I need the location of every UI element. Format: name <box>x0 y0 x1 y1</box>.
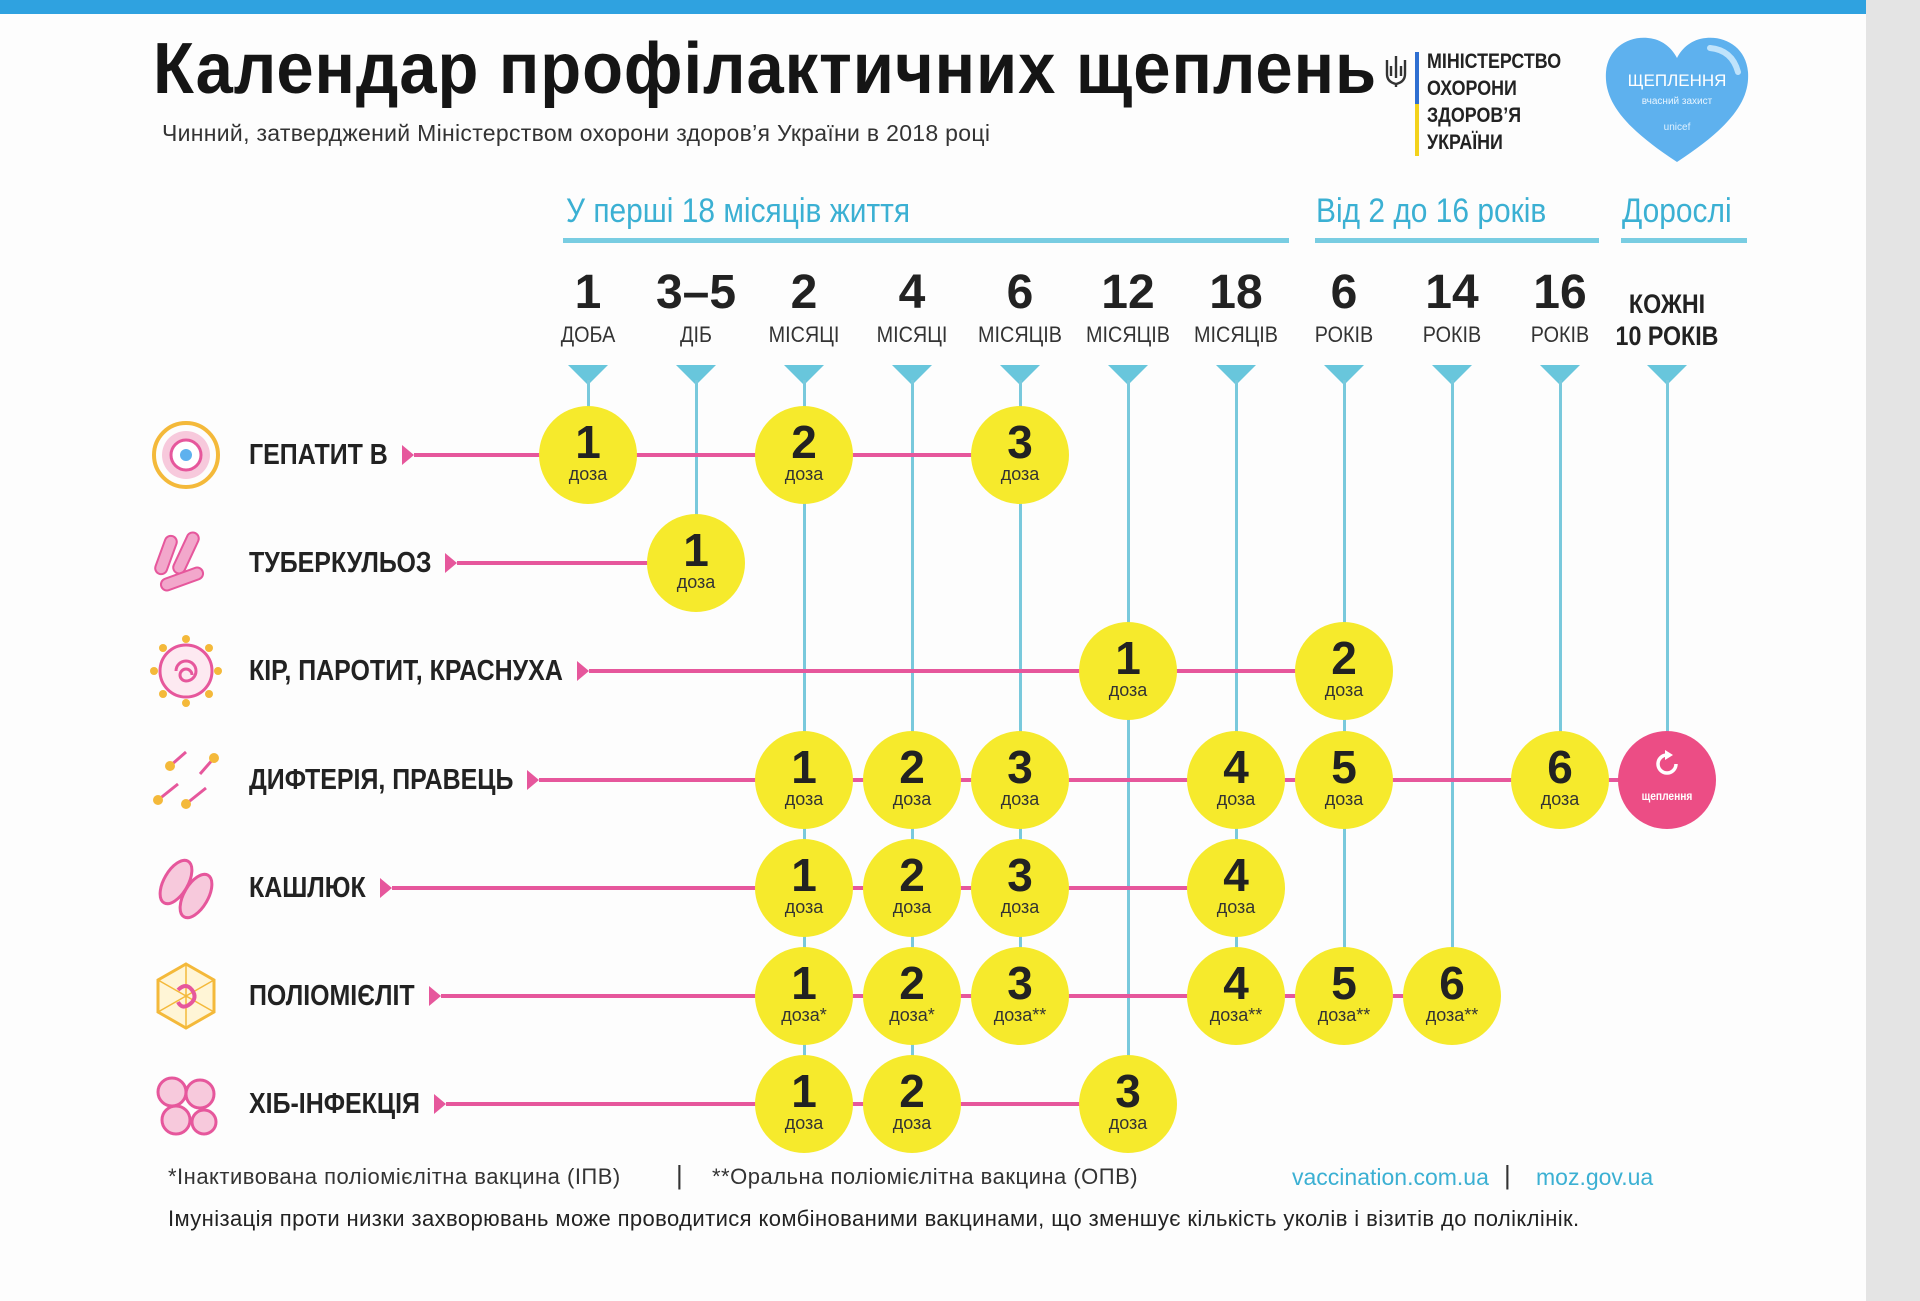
dose-unit: доза <box>1000 464 1040 484</box>
measles-icon <box>150 635 222 707</box>
row-line <box>589 669 1344 673</box>
age-number: 14 <box>1425 266 1479 319</box>
dose-number: 2 <box>899 957 925 1009</box>
hib-icon <box>150 1068 222 1140</box>
dose-number: 3 <box>1007 416 1033 468</box>
dose-circle <box>755 731 853 829</box>
age-number: 4 <box>898 266 926 319</box>
heart-logo-subtitle: вчасний захист <box>1641 96 1713 107</box>
combination-note: Імунізація проти низки захворювань може проводитися комбінованими вакцинами, що зменшує кількість уколів і візитів до поліклінік. <box>168 1206 1580 1231</box>
age-unit: МІСЯЦІВ <box>1086 322 1170 347</box>
disease-label: ГЕПАТИТ В <box>249 439 388 471</box>
link-separator: | <box>1504 1160 1511 1190</box>
dose-circle <box>1295 622 1393 720</box>
dose-circle <box>755 839 853 937</box>
row-arrow <box>434 1094 446 1114</box>
ministry-color-bar <box>1415 52 1419 156</box>
row-arrow <box>429 986 441 1006</box>
dose-number: 1 <box>1115 632 1141 684</box>
age-unit: МІСЯЦІ <box>768 322 840 347</box>
dose-circle <box>863 947 961 1045</box>
dose-number: 6 <box>1439 957 1465 1009</box>
heart-logo <box>1602 34 1752 166</box>
diphtheria-icon <box>150 744 222 816</box>
dose-circle <box>1187 839 1285 937</box>
link-vaccination[interactable]: vaccination.com.ua <box>1292 1164 1489 1190</box>
dose-circle <box>863 839 961 937</box>
dose-unit: доза** <box>1209 1005 1263 1025</box>
section-line-infants <box>563 238 1289 243</box>
unicef-logo: unicef <box>1663 122 1691 133</box>
age-number: 2 <box>790 266 818 319</box>
ministry-line: ЗДОРОВ’Я <box>1427 104 1522 127</box>
dose-circle <box>971 731 1069 829</box>
dose-circle <box>1187 731 1285 829</box>
age-number: 6 <box>1006 266 1034 319</box>
scan-margin <box>1866 0 1920 1301</box>
dose-circle <box>1295 731 1393 829</box>
dose-number: 2 <box>899 1065 925 1117</box>
age-unit: МІСЯЦІВ <box>1194 322 1278 347</box>
dose-number: 1 <box>791 849 817 901</box>
disease-label: ТУБЕРКУЛЬОЗ <box>249 547 432 579</box>
dose-number: 6 <box>1547 741 1573 793</box>
link-moz[interactable]: moz.gov.ua <box>1536 1164 1654 1190</box>
dose-circle <box>863 1055 961 1153</box>
dose-unit: доза <box>1540 789 1580 809</box>
dose-unit: доза <box>676 572 716 592</box>
age-number: 18 <box>1209 266 1263 319</box>
age-adult <box>1607 288 1727 352</box>
dose-unit: доза <box>784 789 824 809</box>
ministry-line: МІНІСТЕРСТВО <box>1427 50 1562 73</box>
disease-label: ХІБ-ІНФЕКЦІЯ <box>249 1088 420 1120</box>
tuberculosis-icon <box>150 527 222 599</box>
dose-unit: доза <box>1000 789 1040 809</box>
dose-unit: доза** <box>1425 1005 1479 1025</box>
heart-logo-title: ЩЕПЛЕННЯ <box>1627 71 1727 90</box>
section-label-children: Від 2 до 16 років <box>1316 192 1547 230</box>
age-column-line <box>1666 380 1669 780</box>
age-unit: МІСЯЦІВ <box>978 322 1062 347</box>
dose-circle <box>863 731 961 829</box>
dose-circle <box>1403 947 1501 1045</box>
section-label-adults: Дорослі <box>1622 192 1732 230</box>
dose-unit: доза <box>1216 897 1256 917</box>
age-unit: МІСЯЦІ <box>876 322 948 347</box>
disease-label: ПОЛІОМІЄЛІТ <box>249 980 415 1012</box>
top-bar <box>0 0 1866 14</box>
age-unit: РОКІВ <box>1314 322 1374 347</box>
dose-unit: доза <box>892 897 932 917</box>
page-title: Календар профілактичних щеплень <box>153 29 1378 109</box>
dose-unit: доза <box>784 897 824 917</box>
dose-circle <box>755 1055 853 1153</box>
dose-circle <box>647 514 745 612</box>
section-line-adults <box>1621 238 1747 243</box>
dose-unit: доза <box>784 464 824 484</box>
dose-circle <box>1295 947 1393 1045</box>
dose-unit: доза** <box>1317 1005 1371 1025</box>
pertussis-icon <box>150 852 222 924</box>
dose-unit: доза <box>1000 897 1040 917</box>
age-number: 6 <box>1330 266 1358 319</box>
dose-unit: доза* <box>781 1005 827 1025</box>
age-unit: ДІБ <box>680 322 712 347</box>
disease-label: КІР, ПАРОТИТ, КРАСНУХА <box>249 655 563 687</box>
dose-unit: доза <box>1216 789 1256 809</box>
row-arrow <box>577 661 589 681</box>
dose-number: 2 <box>899 849 925 901</box>
dose-number: 4 <box>1223 741 1249 793</box>
dose-unit: доза <box>784 1113 824 1133</box>
age-number: 16 <box>1533 266 1587 319</box>
page-subtitle: Чинний, затверджений Міністерством охорони здоров’я України в 2018 році <box>162 120 991 146</box>
dose-number: 1 <box>791 957 817 1009</box>
dose-circle <box>1511 731 1609 829</box>
dose-unit: доза <box>1108 1113 1148 1133</box>
dose-number: 4 <box>1223 957 1249 1009</box>
row-line <box>539 778 1667 782</box>
disease-label: КАШЛЮК <box>249 872 366 904</box>
row-arrow <box>445 553 457 573</box>
dose-number: 2 <box>899 741 925 793</box>
dose-unit: доза <box>1324 680 1364 700</box>
polio-icon <box>150 960 222 1032</box>
age-adult-line: КОЖНІ <box>1628 289 1706 319</box>
dose-circle <box>1079 1055 1177 1153</box>
row-line <box>414 453 1020 457</box>
ministry-logo <box>1383 48 1573 158</box>
dose-number: 1 <box>791 1065 817 1117</box>
ministry-line: УКРАЇНИ <box>1427 131 1503 154</box>
dose-unit: доза <box>1324 789 1364 809</box>
dose-circle <box>971 406 1069 504</box>
section-label-infants: У перші 18 місяців життя <box>566 192 911 230</box>
dose-circle <box>755 406 853 504</box>
dose-number: 5 <box>1331 741 1357 793</box>
dose-number: 2 <box>791 416 817 468</box>
age-column-line <box>1451 380 1454 996</box>
age-unit: ДОБА <box>560 322 616 347</box>
dose-number: 3 <box>1007 957 1033 1009</box>
dose-number: 1 <box>575 416 601 468</box>
trident-icon <box>1383 54 1409 88</box>
age-column-line <box>1559 380 1562 780</box>
dose-number: 2 <box>1331 632 1357 684</box>
dose-unit: доза <box>1108 680 1148 700</box>
age-unit: РОКІВ <box>1530 322 1590 347</box>
section-line-children <box>1315 238 1599 243</box>
dose-number: 3 <box>1007 849 1033 901</box>
age-number: 12 <box>1101 266 1155 319</box>
dose-circle <box>971 947 1069 1045</box>
disease-label: ДИФТЕРІЯ, ПРАВЕЦЬ <box>249 764 514 796</box>
adult-booster-circle <box>1618 731 1716 829</box>
dose-circle <box>1079 622 1177 720</box>
dose-circle <box>755 947 853 1045</box>
dose-unit: доза** <box>993 1005 1047 1025</box>
dose-circle <box>1187 947 1285 1045</box>
hepatitis-icon <box>150 419 222 491</box>
dose-number: 4 <box>1223 849 1249 901</box>
age-number: 1 <box>574 266 602 319</box>
adult-booster-label: щеплення <box>1641 789 1693 803</box>
footnote-ipv: *Інактивована поліомієлітна вакцина (ІПВ) <box>168 1164 621 1189</box>
dose-unit: доза* <box>889 1005 935 1025</box>
dose-number: 3 <box>1115 1065 1141 1117</box>
dose-number: 3 <box>1007 741 1033 793</box>
row-arrow <box>380 878 392 898</box>
row-arrow <box>527 770 539 790</box>
dose-number: 5 <box>1331 957 1357 1009</box>
ministry-name <box>1427 48 1561 156</box>
dose-unit: доза <box>568 464 608 484</box>
age-adult-line: 10 РОКІВ <box>1615 321 1719 351</box>
age-number: 3–5 <box>655 266 737 319</box>
age-unit: РОКІВ <box>1422 322 1482 347</box>
dose-circle <box>971 839 1069 937</box>
row-arrow <box>402 445 414 465</box>
refresh-icon <box>1652 749 1682 779</box>
dose-unit: доза <box>892 789 932 809</box>
footnote-separator: | <box>676 1160 683 1190</box>
footnote-opv: **Оральна поліомієлітна вакцина (ОПВ) <box>712 1164 1139 1189</box>
ministry-line: ОХОРОНИ <box>1427 77 1517 100</box>
dose-circle <box>539 406 637 504</box>
dose-number: 1 <box>683 524 709 576</box>
dose-unit: доза <box>892 1113 932 1133</box>
dose-number: 1 <box>791 741 817 793</box>
